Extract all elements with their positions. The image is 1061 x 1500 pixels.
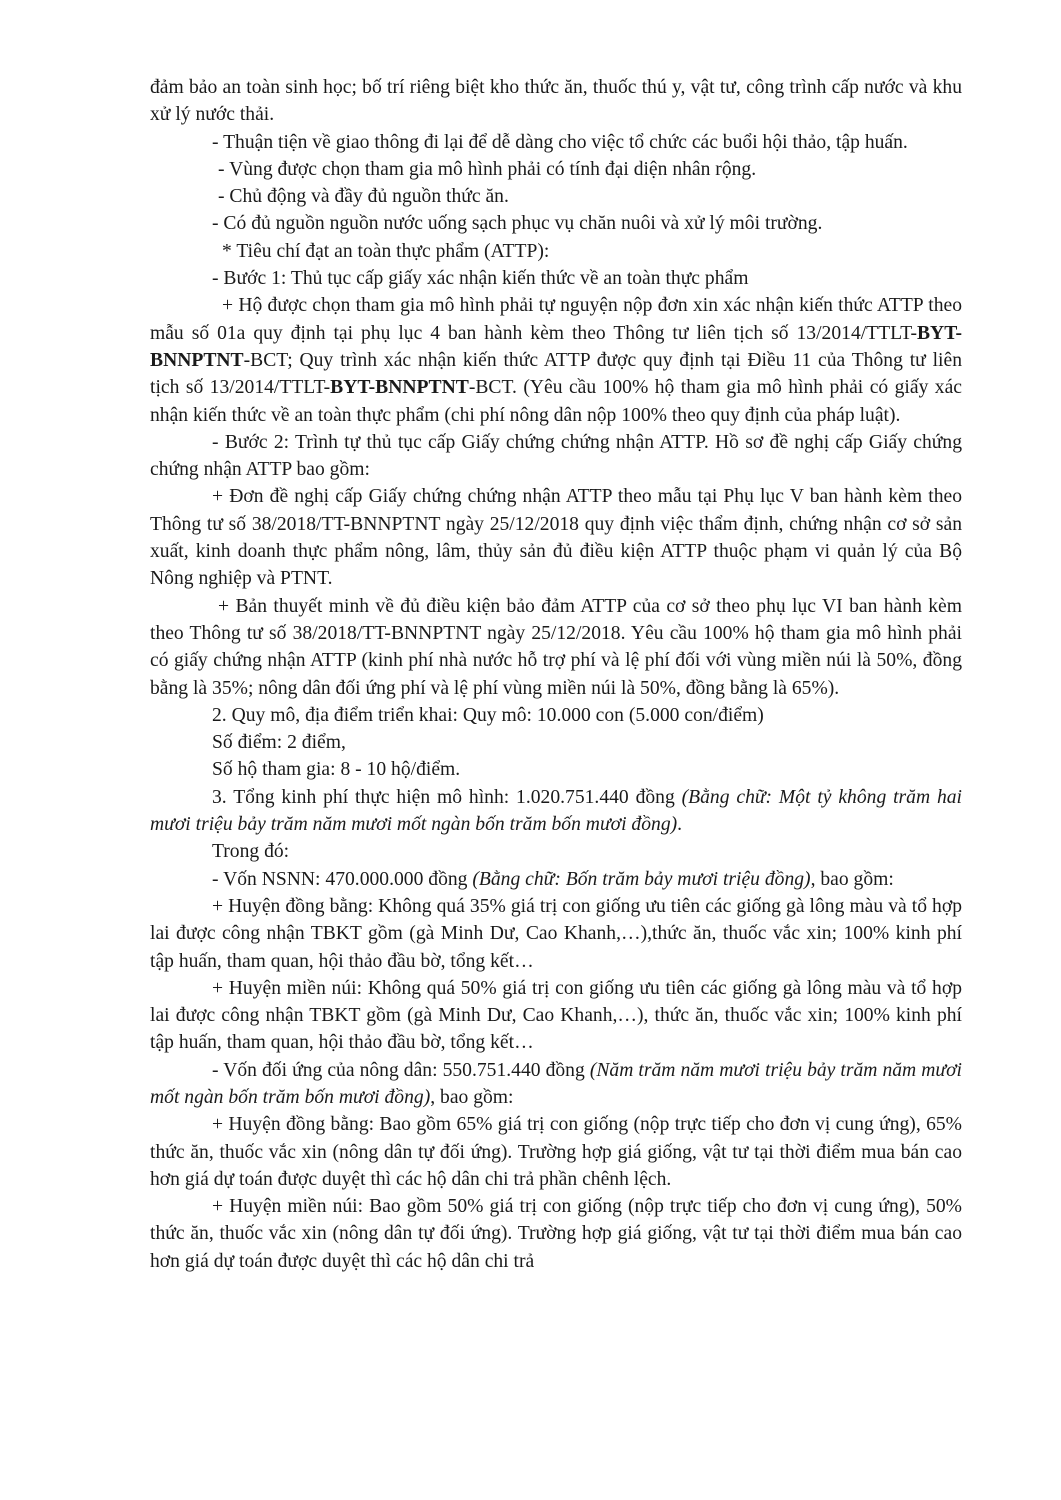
text-run: 3. Tổng kinh phí thực hiện mô hình: 1.020.751.440 đồng bbox=[212, 786, 682, 808]
document-page bbox=[150, 74, 962, 1275]
text-run: -BCT. (Yêu cầu 100% hộ tham gia mô hình phải có giấy xác nhận kiến thức về an toàn thực phẩm (chi phí nông dân nộp 100% theo quy định của pháp luật). bbox=[150, 377, 962, 426]
text-run: + Hộ được chọn tham gia mô hình phải tự nguyện nộp đơn xin xác nhận kiến thức ATTP theo mẫu số 01a quy định tại phụ lục 4 ban hành kèm theo Thông tư liên tịch số 13/2014/TTLT- bbox=[150, 295, 962, 344]
text-run: - Vốn NSNN: 470.000.000 đồng bbox=[212, 868, 473, 890]
paragraph-step-1-detail bbox=[150, 292, 962, 428]
text-run-bold: BYT-BNNPTNT bbox=[150, 322, 962, 371]
paragraph-plain-district-contribution: + Huyện đồng bằng: Bao gồm 65% giá trị con giống (nộp trực tiếp cho đơn vị cung ứng), 65% thức ăn, thuốc vắc xin (nông dân tự đối ứng). Trường hợp giá giống, vật tư tại thời điểm mua bán cao hơn giá dự toán được duyệt thì các hộ dân chi trả phần chênh lệch. bbox=[150, 1114, 962, 1190]
paragraph-step-1: - Bước 1: Thủ tục cấp giấy xác nhận kiến thức về an toàn thực phẩm bbox=[212, 268, 749, 290]
paragraph-plain-district-support: + Huyện đồng bằng: Không quá 35% giá trị con giống ưu tiên các giống gà lông màu và tổ hợp lai được công nhận TBKT gồm (gà Minh Dư, Cao Khanh,…),thức ăn, thuốc vắc xin; 100% kinh phí tập huấn, tham quan, hội thảo đầu bờ, tổng kết… bbox=[150, 895, 962, 972]
paragraph-farmer-contribution bbox=[150, 1057, 962, 1112]
paragraph-mountain-district-contribution: + Huyện miền núi: Bao gồm 50% giá trị con giống (nộp trực tiếp cho đơn vị cung ứng), 50% thức ăn, thuốc vắc xin (nông dân tự đối ứng). Trường hợp giá giống, vật tư tại thời điểm mua bán cao hơn giá dự toán được duyệt thì các hộ dân chi trả bbox=[150, 1196, 962, 1272]
text-run: . bbox=[677, 814, 683, 836]
paragraph-feed: - Chủ động và đầy đủ nguồn thức ăn. bbox=[218, 186, 509, 208]
paragraph-representative: - Vùng được chọn tham gia mô hình phải có tính đại diện nhân rộng. bbox=[218, 158, 757, 180]
paragraph-scale: 2. Quy mô, địa điểm triển khai: Quy mô: 10.000 con (5.000 con/điểm) bbox=[212, 704, 764, 726]
paragraph-households: Số hộ tham gia: 8 - 10 hộ/điểm. bbox=[212, 759, 461, 781]
paragraph-points: Số điểm: 2 điểm, bbox=[212, 732, 346, 754]
text-run-italic: (Bằng chữ: Một tỷ không trăm hai mươi triệu bảy trăm năm mươi mốt ngàn bốn trăm bốn mươi đồng) bbox=[150, 786, 963, 836]
paragraph-application-form: + Đơn đề nghị cấp Giấy chứng chứng nhận ATTP theo mẫu tại Phụ lục V ban hành kèm theo Thông tư số 38/2018/TT-BNNPTNT ngày 25/12/2018 quy định việc thẩm định, chứng nhận cơ sở sản xuất, kinh doanh thực phẩm nông, lâm, thủy sản đủ điều kiện ATTP thuộc phạm vi quản lý của Bộ Nông nghiệp và PTNT. bbox=[150, 486, 962, 590]
text-run: -BCT; Quy trình xác nhận kiến thức ATTP được quy định tại Điều 11 của Thông tư liên tịch số 13/2014/TTLT- bbox=[150, 349, 962, 399]
text-run-bold: BYT-BNNPTNT bbox=[330, 377, 469, 399]
paragraph-step-2: - Bước 2: Trình tự thủ tục cấp Giấy chứng chứng nhận ATTP. Hồ sơ đề nghị cấp Giấy chứng chứng nhận ATTP bao gồm: bbox=[150, 431, 962, 481]
text-run-italic: (Năm trăm năm mươi triệu bảy trăm năm mươi mốt ngàn bốn trăm bốn mươi đồng) bbox=[150, 1059, 962, 1108]
paragraph-biosecurity: đảm bảo an toàn sinh học; bố trí riêng biệt kho thức ăn, thuốc thú y, vật tư, công trình cấp nước và khu xử lý nước thải. bbox=[150, 77, 962, 126]
paragraph-of-which: Trong đó: bbox=[212, 841, 290, 863]
paragraph-mountain-district-support: + Huyện miền núi: Không quá 50% giá trị con giống ưu tiên các giống gà lông màu và tổ hợp lai được công nhận TBKT gồm (gà Minh Dư, Cao Khanh,…), thức ăn, thuốc vắc xin; 100% kinh phí tập huấn, tham quan, hội thảo đầu bờ, tổng kết… bbox=[150, 977, 962, 1054]
text-run: - Vốn đối ứng của nông dân: 550.751.440 đồng bbox=[212, 1059, 590, 1081]
paragraph-explanation: + Bản thuyết minh về đủ điều kiện bảo đảm ATTP của cơ sở theo phụ lục VI ban hành kèm theo Thông tư số 38/2018/TT-BNNPTNT ngày 25/12/2018. Yêu cầu 100% hộ tham gia mô hình phải có giấy chứng nhận ATTP (kinh phí nhà nước hỗ trợ phí và lệ phí đối với vùng miền núi là 50%, đồng bằng là 35%; nông dân đối ứng phí và lệ phí vùng miền núi là 50%, đồng bằng là 65%). bbox=[150, 595, 962, 699]
paragraph-transport: - Thuận tiện về giao thông đi lại để dễ dàng cho việc tổ chức các buổi hội thảo, tập huấn. bbox=[212, 131, 908, 153]
paragraph-total-budget bbox=[150, 784, 962, 839]
text-run-italic: (Bằng chữ: Bốn trăm bảy mươi triệu đồng) bbox=[472, 868, 811, 890]
paragraph-state-budget bbox=[150, 866, 962, 893]
text-run: , bao gồm: bbox=[430, 1086, 514, 1108]
text-run: , bao gồm: bbox=[810, 868, 894, 890]
paragraph-attp-criteria: * Tiêu chí đạt an toàn thực phẩm (ATTP): bbox=[222, 240, 550, 262]
paragraph-water: - Có đủ nguồn nguồn nước uống sạch phục vụ chăn nuôi và xử lý môi trường. bbox=[212, 213, 823, 235]
